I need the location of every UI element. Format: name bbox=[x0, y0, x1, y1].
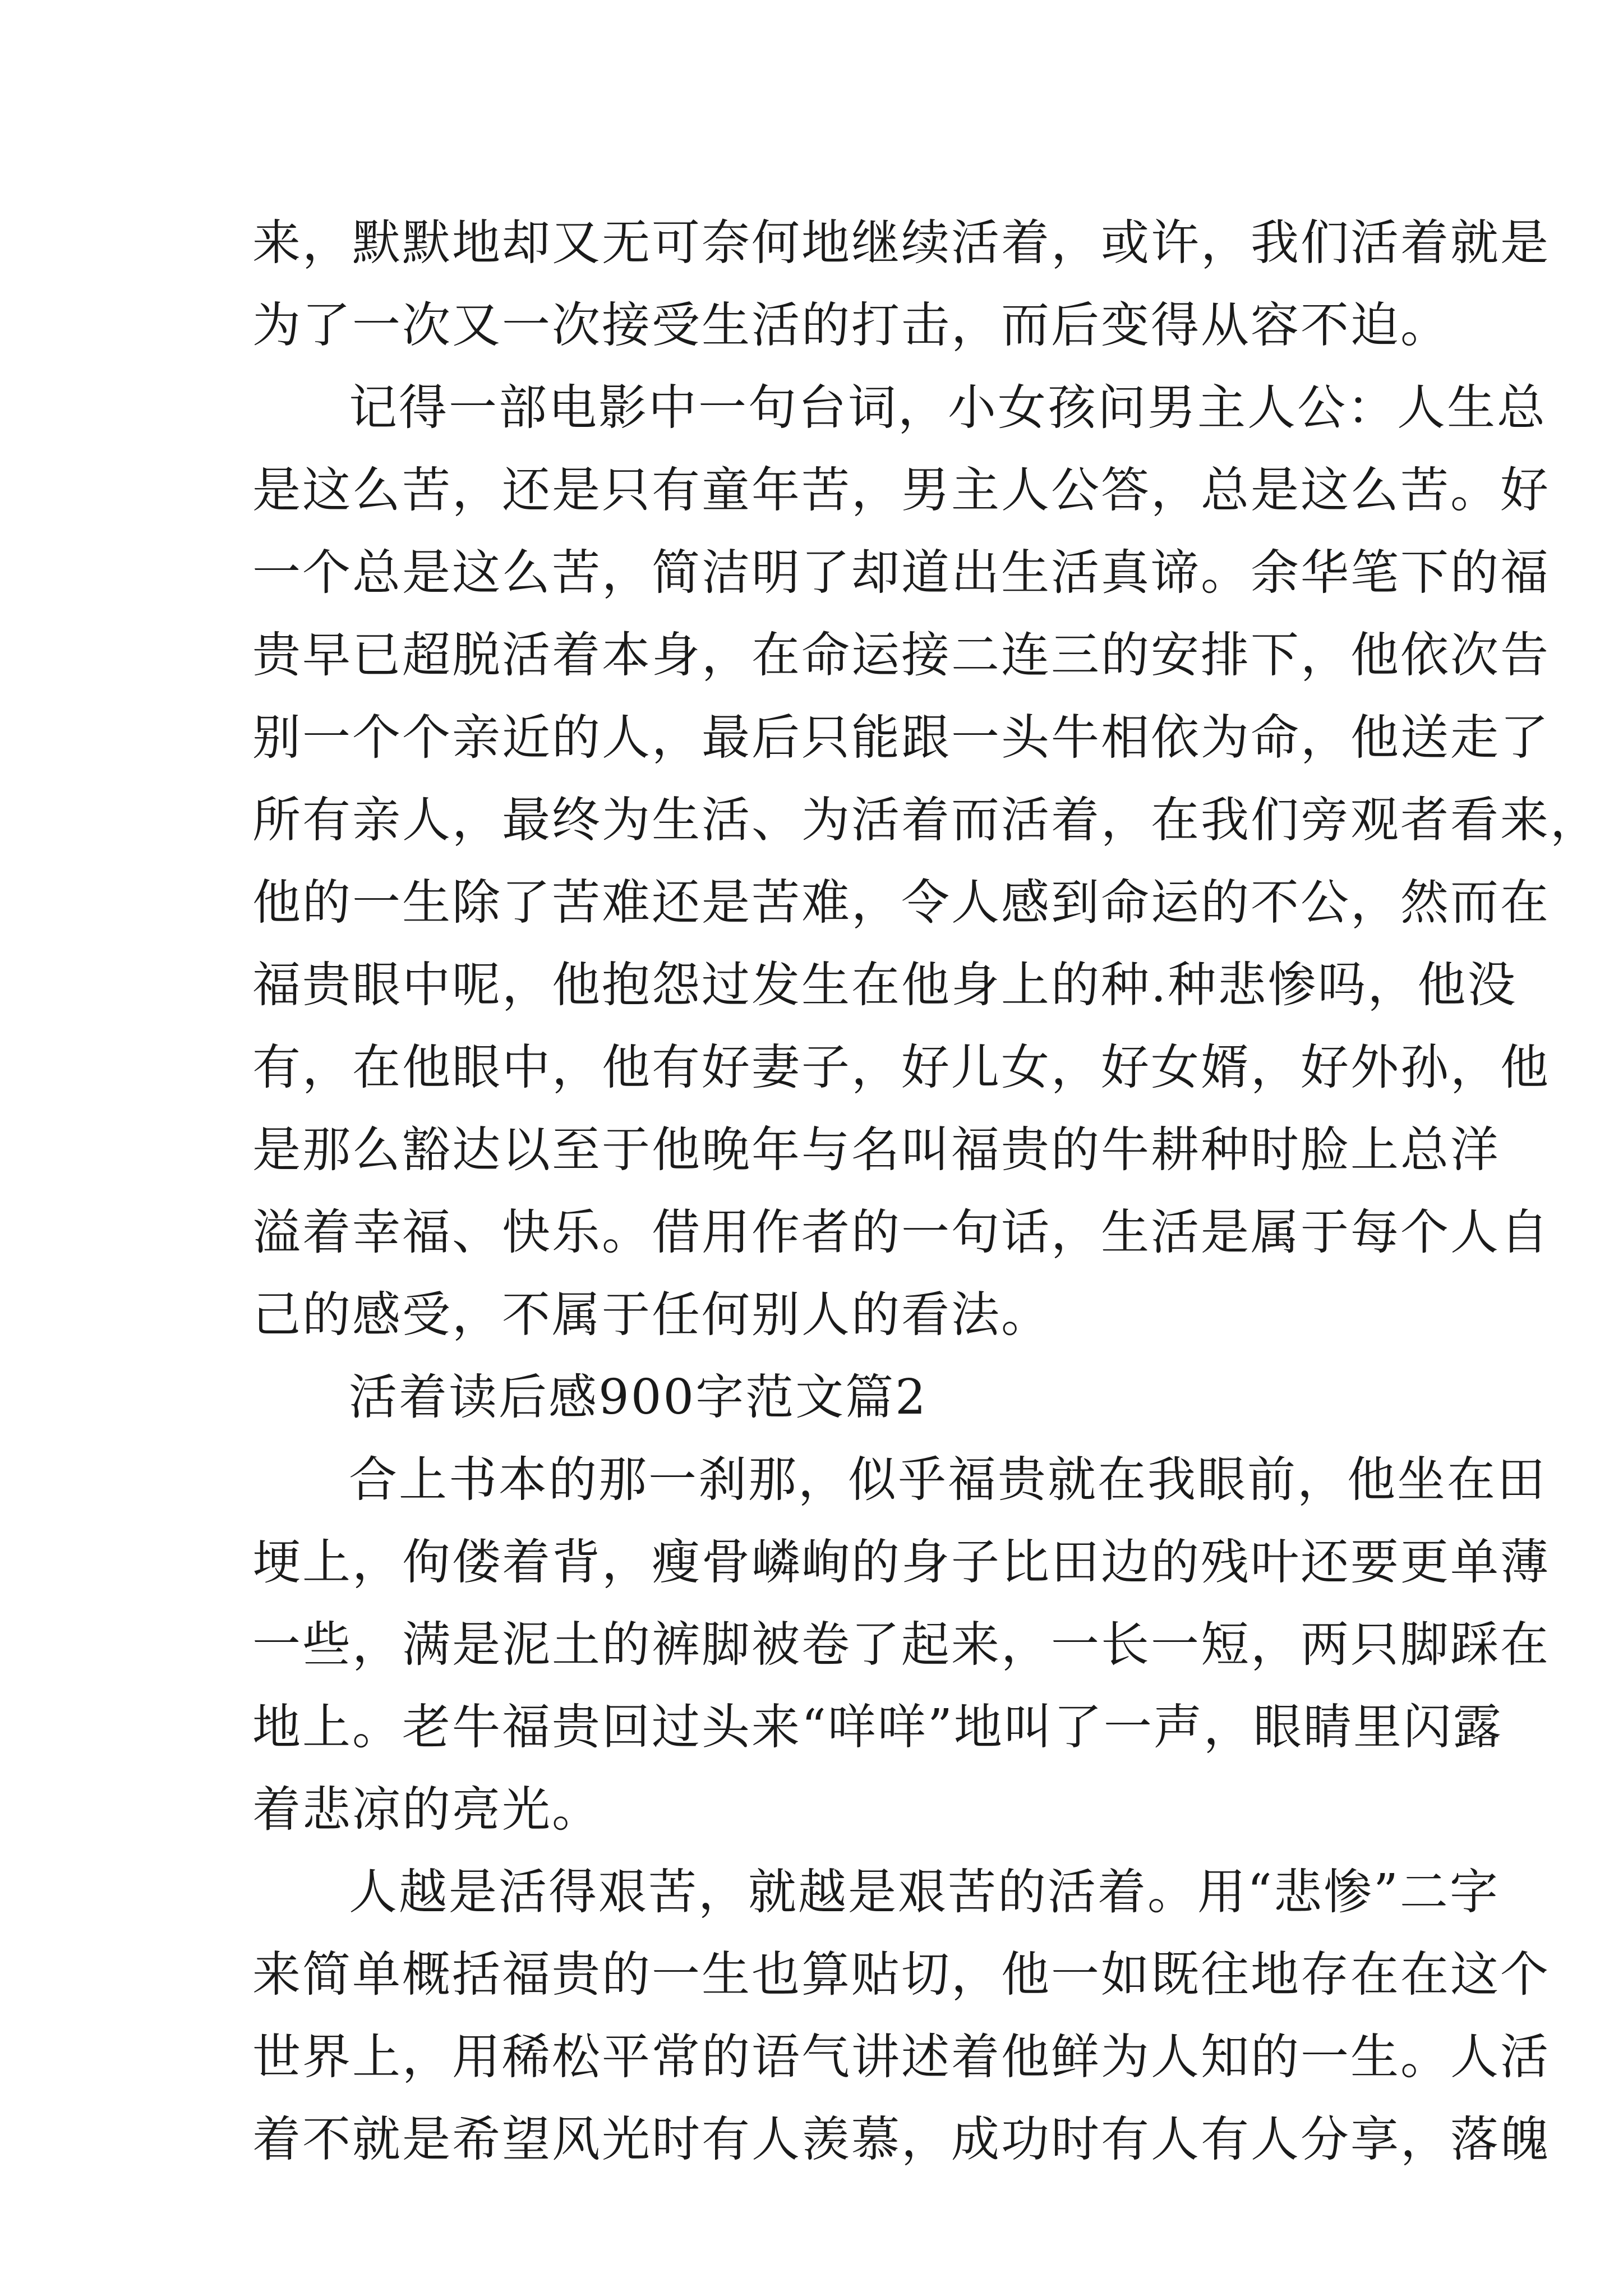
text-line: 有，在他眼中，他有好妻子，好儿女，好女婿，好外孙，他 bbox=[252, 1039, 1550, 1096]
paragraph-start-line: 人越是活得艰苦，就越是艰苦的活着。用“悲惨”二字 bbox=[349, 1864, 1500, 1920]
text-line: 地上。老牛福贵回过头来“咩咩”地叫了一声，眼睛里闪露 bbox=[252, 1699, 1503, 1755]
text-line: 为了一次又一次接受生活的打击，而后变得从容不迫。 bbox=[252, 297, 1450, 353]
text-line: 己的感受，不属于任何别人的看法。 bbox=[252, 1287, 1051, 1343]
text-line: 贵早已超脱活着本身，在命运接二连三的安排下，他依次告 bbox=[252, 627, 1550, 683]
text-line: 一些，满是泥土的裤脚被卷了起来，一长一短，两只脚踩在 bbox=[252, 1617, 1550, 1673]
section-heading: 活着读后感900字范文篇2 bbox=[349, 1369, 928, 1425]
document-body bbox=[252, 202, 1600, 2181]
text-line: 是这么苦，还是只有童年苦，男主人公答，总是这么苦。好 bbox=[252, 462, 1550, 518]
text-line: 福贵眼中呢，他抱怨过发生在他身上的种.种悲惨吗，他没 bbox=[252, 957, 1518, 1013]
paragraph-start-line: 记得一部电影中一句台词，小女孩问男主人公：人生总 bbox=[349, 380, 1547, 436]
text-line: 别一个个亲近的人，最后只能跟一头牛相依为命，他送走了 bbox=[252, 710, 1550, 766]
paragraph-start-line: 合上书本的那一刹那，似乎福贵就在我眼前，他坐在田 bbox=[349, 1452, 1547, 1508]
text-line: 世界上，用稀松平常的语气讲述着他鲜为人知的一生。人活 bbox=[252, 2029, 1550, 2085]
text-line: 着悲凉的亮光。 bbox=[252, 1782, 602, 1838]
text-line: 来，默默地却又无可奈何地继续活着，或许，我们活着就是 bbox=[252, 215, 1550, 271]
text-line: 溢着幸福、快乐。借用作者的一句话，生活是属于每个人自 bbox=[252, 1204, 1550, 1260]
text-line: 所有亲人，最终为生活、为活着而活着，在我们旁观者看来， bbox=[252, 792, 1600, 848]
text-line: 是那么豁达以至于他晚年与名叫福贵的牛耕种时脸上总洋 bbox=[252, 1122, 1500, 1178]
text-line: 他的一生除了苦难还是苦难，令人感到命运的不公，然而在 bbox=[252, 875, 1550, 931]
text-line: 埂上，佝偻着背，瘦骨嶙峋的身子比田边的残叶还要更单薄 bbox=[252, 1534, 1550, 1590]
text-line: 来简单概括福贵的一生也算贴切，他一如既往地存在在这个 bbox=[252, 1947, 1550, 2003]
text-line: 一个总是这么苦，简洁明了却道出生活真谛。余华笔下的福 bbox=[252, 545, 1550, 601]
text-line: 着不就是希望风光时有人羡慕，成功时有人有人分享，落魄 bbox=[252, 2111, 1550, 2168]
